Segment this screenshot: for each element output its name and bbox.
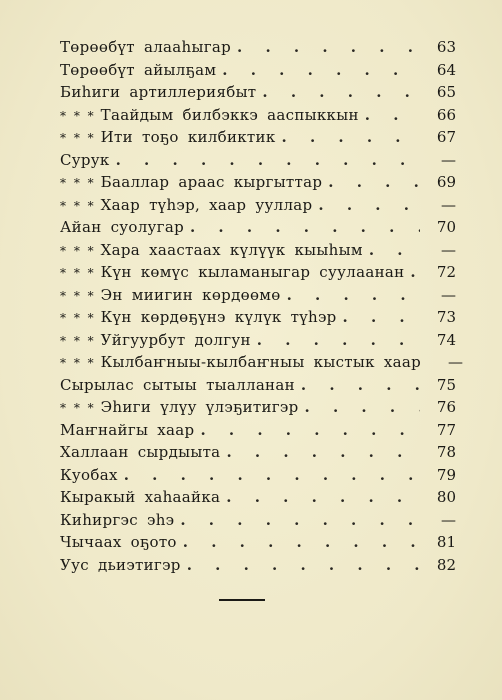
toc-entry-title: Сурук [60,150,110,169]
dot-leader [369,239,420,262]
dot-leader [226,441,420,464]
dot-leader [257,329,420,352]
toc-entry [60,554,456,577]
toc-entry-page-number: — [441,510,456,529]
toc-entry-title: Кыракый хаһаайка [60,488,221,506]
toc-entry-title: Халлаан сырдыыта [60,443,221,461]
toc-entry [60,374,456,397]
asterism-marker: * * * [60,333,96,348]
asterism-marker: * * * [60,198,96,213]
asterism-marker: * * * [60,288,96,303]
toc-entry-title: Куобах [60,465,118,484]
toc-entry [60,36,456,59]
dot-leader [226,486,420,509]
table-of-contents [60,36,463,576]
toc-entry-page-number: 69 [436,173,456,191]
dot-leader [365,104,420,127]
toc-entry-title: Ити тоҕо килбиктик [100,128,276,146]
toc-entry [60,104,456,127]
dot-leader [301,374,420,397]
asterism-marker: * * * [60,176,96,190]
toc-entry-page-number: 77 [436,420,456,439]
toc-entry-title: Эн миигин көрдөөмө [100,285,281,304]
toc-entry-title: Күн көмүс кыламаныгар суулаанан [100,263,405,281]
dot-leader [410,261,420,284]
toc-entry-title: Хара хаастаах күлүүк кыыһым [100,240,363,259]
toc-entry-page-number: 63 [436,38,456,56]
asterism-marker: * * * [60,243,96,258]
dot-leader [200,419,420,442]
toc-entry-page-number: — [441,150,456,169]
dot-leader [222,59,420,82]
toc-entry [60,396,456,419]
toc-entry-page-number: 75 [436,375,456,394]
toc-entry [60,329,456,352]
toc-entry [60,486,456,509]
dot-leader [343,306,420,329]
toc-entry-title: Эһиги үлүу үлэҕитигэр [100,398,299,416]
asterism-marker: * * * [60,131,96,145]
asterism-marker: * * * [60,401,96,415]
toc-entry-page-number: 66 [436,105,456,124]
toc-entry-title: Чычаах оҕото [60,533,177,551]
toc-entry-title: Айан суолугар [60,218,184,236]
toc-entry-page-number: — [441,195,456,214]
toc-entry-title: Сырылас сытыы тыалланан [60,375,295,394]
dot-leader [287,284,420,307]
toc-entry-page-number: 82 [436,555,456,574]
dot-leader [237,36,420,59]
toc-entry [60,531,456,554]
toc-entry-title: Төрөөбүт алааһыгар [60,38,232,56]
toc-entry-title: Кылбаҥныы-кылбаҥныы кыстык хаар [100,353,421,371]
toc-entry [60,171,456,194]
dot-leader [305,396,420,419]
toc-entry [60,194,456,217]
toc-entry [60,59,456,82]
toc-entry [60,126,456,149]
toc-entry-page-number: 67 [436,128,456,146]
toc-entry-page-number: 78 [436,443,456,461]
dot-leader [124,464,420,487]
toc-entry [60,419,456,442]
toc-entry [60,284,456,307]
dot-leader [262,81,420,104]
toc-entry-page-number: 64 [436,60,456,79]
dot-leader [328,171,420,194]
asterism-marker: * * * [60,356,96,370]
toc-entry-page-number: 81 [436,533,456,551]
bottom-rule [219,599,265,601]
asterism-marker: * * * [60,108,96,123]
toc-entry [60,441,456,464]
asterism-marker: * * * [60,266,96,280]
dot-leader [180,509,420,532]
toc-entry-page-number: 74 [436,330,456,349]
toc-entry [60,351,463,374]
dot-leader [318,194,420,217]
dot-leader [190,216,420,239]
dot-leader [116,149,420,172]
dot-leader [187,554,420,577]
toc-entry [60,261,456,284]
toc-entry-page-number: 65 [436,83,456,101]
toc-entry-title: Уйгуурбут долгун [100,330,251,349]
toc-entry [60,81,456,104]
dot-leader [282,126,421,149]
toc-entry-page-number: 72 [436,263,456,281]
toc-entry [60,239,456,262]
toc-entry-page-number: 76 [436,398,456,416]
toc-entry-title: Төрөөбүт айылҕам [60,60,217,79]
toc-entry-title: Киһиргэс эһэ [60,510,175,529]
asterism-marker: * * * [60,311,96,325]
toc-entry [60,216,456,239]
toc-entry-page-number: 73 [436,308,456,326]
toc-entry-title: Биһиги артиллериябыт [60,83,257,101]
toc-entry-title: Хаар түһэр, хаар ууллар [100,195,313,214]
toc-entry [60,464,456,487]
toc-entry-page-number: 70 [436,218,456,236]
toc-entry-title: Маҥнайгы хаар [60,420,195,439]
toc-entry-page-number: — [448,353,463,371]
dot-leader [183,531,420,554]
toc-entry-title: Таайдым билбэккэ ааспыккын [100,105,359,124]
toc-entry [60,306,456,329]
toc-entry-title: Күн көрдөҕүнэ күлүк түһэр [100,308,337,326]
toc-entry-page-number: 79 [436,465,456,484]
toc-entry-title: Уус дьиэтигэр [60,555,181,574]
toc-entry [60,149,456,172]
toc-entry-page-number: — [441,285,456,304]
toc-entry-page-number: 80 [436,488,456,506]
toc-entry-title: Бааллар араас кыргыттар [100,173,323,191]
toc-entry [60,509,456,532]
toc-entry-page-number: — [441,240,456,259]
